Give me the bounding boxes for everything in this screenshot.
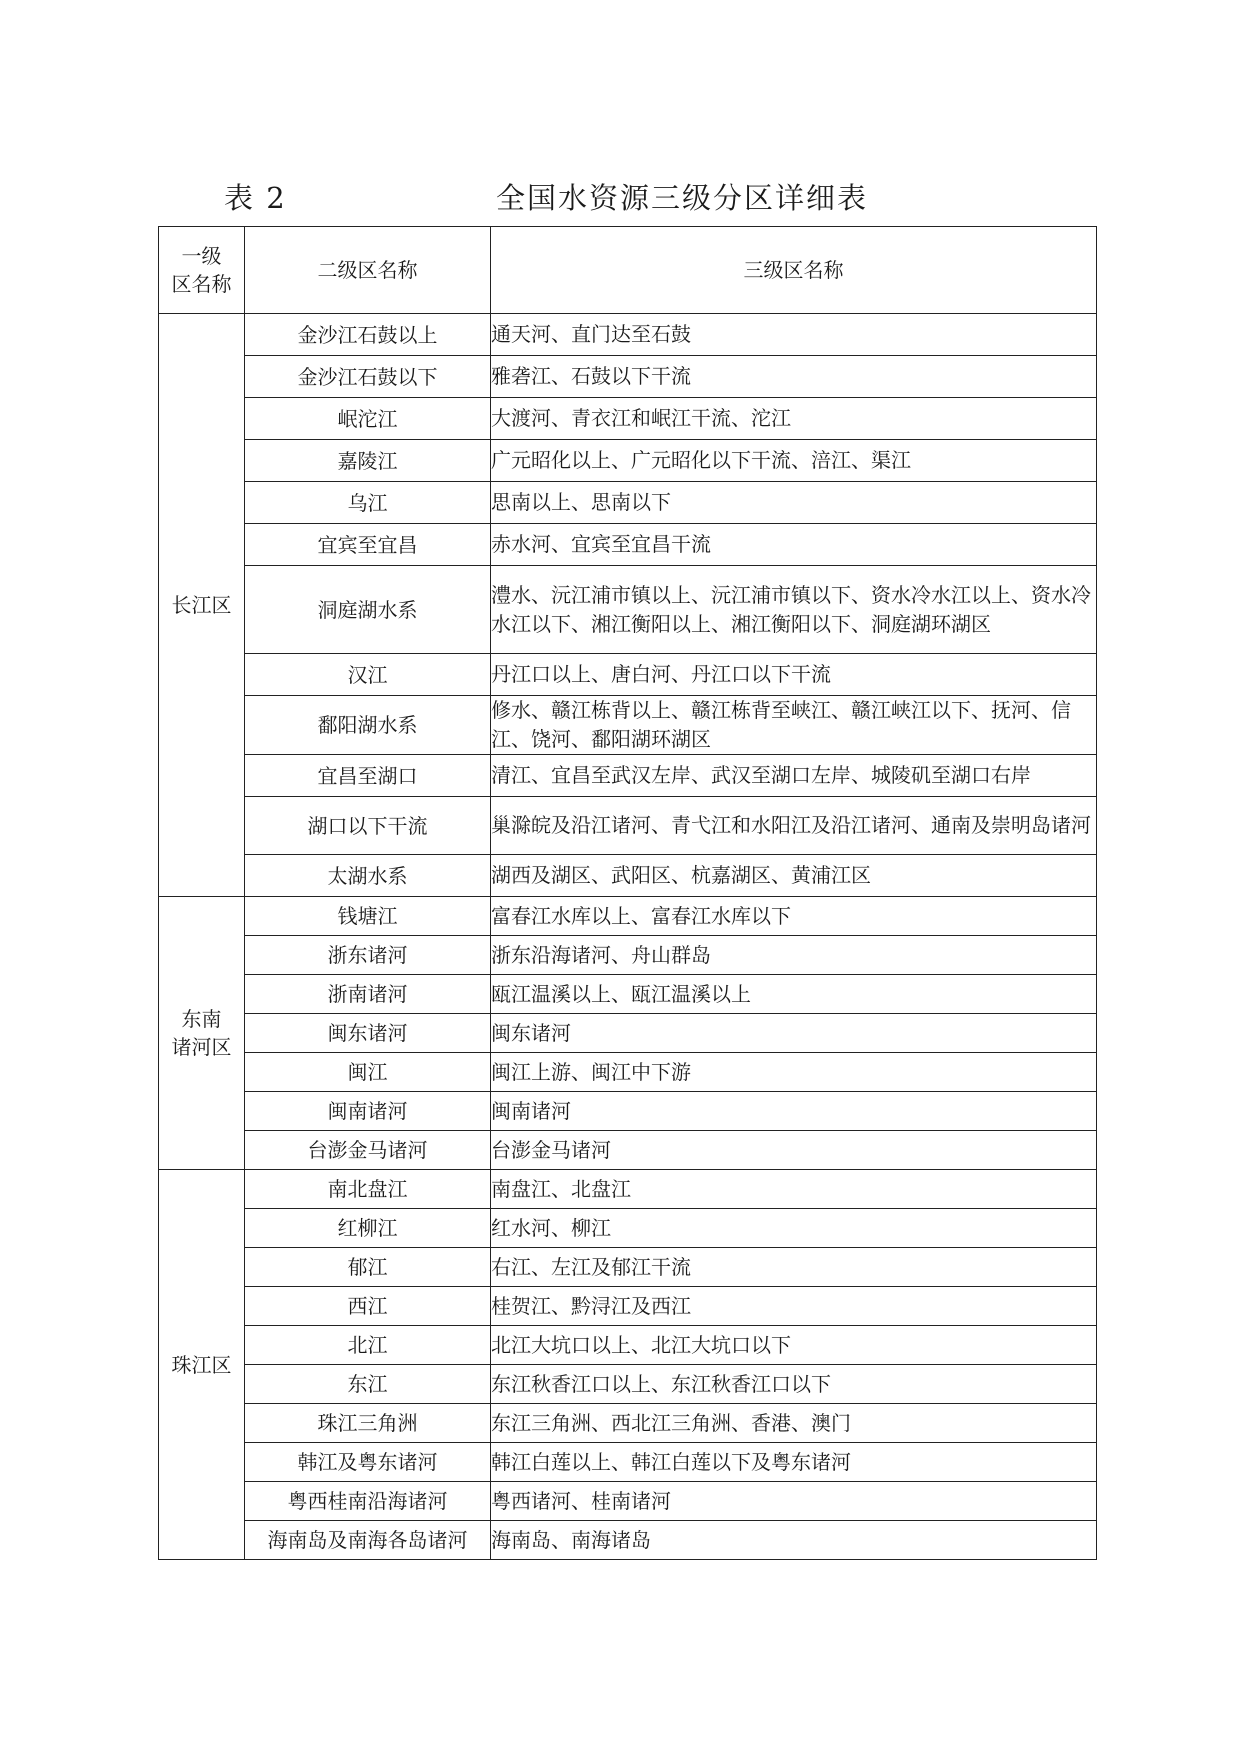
level3-region-cell: 赤水河、宜宾至宜昌干流	[491, 524, 1097, 566]
header-level1-text: 一级 区名称	[171, 244, 232, 296]
level3-region-cell: 台澎金马诸河	[491, 1131, 1097, 1170]
level3-region-cell: 东江三角洲、西北江三角洲、香港、澳门	[491, 1404, 1097, 1443]
level2-region-cell: 鄱阳湖水系	[245, 696, 491, 755]
table-row	[159, 1170, 1097, 1209]
level3-region-cell: 富春江水库以上、富春江水库以下	[491, 897, 1097, 936]
level2-region-cell: 宜昌至湖口	[245, 755, 491, 797]
level3-region-cell: 湖西及湖区、武阳区、杭嘉湖区、黄浦江区	[491, 855, 1097, 897]
level2-region-cell: 洞庭湖水系	[245, 566, 491, 654]
table-row	[159, 975, 1097, 1014]
table-row	[159, 1482, 1097, 1521]
level1-region-name: 东南 诸河区	[171, 1007, 232, 1059]
level2-region-cell: 珠江三角洲	[245, 1404, 491, 1443]
level2-region-cell: 钱塘江	[245, 897, 491, 936]
level3-region-cell: 澧水、沅江浦市镇以上、沅江浦市镇以下、资水冷水江以上、资水冷水江以下、湘江衡阳以上、湘江衡阳以下、洞庭湖环湖区	[491, 566, 1097, 654]
level3-region-cell: 海南岛、南海诸岛	[491, 1521, 1097, 1560]
level1-region-cell	[159, 897, 245, 1170]
table-row	[159, 1404, 1097, 1443]
level3-region-cell: 粤西诸河、桂南诸河	[491, 1482, 1097, 1521]
level2-region-cell: 湖口以下干流	[245, 797, 491, 855]
table-row	[159, 1365, 1097, 1404]
level2-region-cell: 太湖水系	[245, 855, 491, 897]
table-row	[159, 755, 1097, 797]
table-row	[159, 566, 1097, 654]
table-row	[159, 356, 1097, 398]
table-caption: 全国水资源三级分区详细表	[496, 181, 869, 215]
table-row	[159, 797, 1097, 855]
table-number: 表 2	[224, 181, 287, 215]
level2-region-cell: 北江	[245, 1326, 491, 1365]
level2-region-cell: 嘉陵江	[245, 440, 491, 482]
level3-region-cell: 清江、宜昌至武汉左岸、武汉至湖口左岸、城陵矶至湖口右岸	[491, 755, 1097, 797]
water-resource-regions-table	[158, 226, 1097, 1560]
table-row	[159, 1092, 1097, 1131]
table-row	[159, 936, 1097, 975]
level1-region-cell	[159, 314, 245, 897]
level3-region-cell: 雅砻江、石鼓以下干流	[491, 356, 1097, 398]
level2-region-cell: 粤西桂南沿海诸河	[245, 1482, 491, 1521]
table-row	[159, 1053, 1097, 1092]
level2-region-cell: 红柳江	[245, 1209, 491, 1248]
level2-region-cell: 金沙江石鼓以下	[245, 356, 491, 398]
level2-region-cell: 闽南诸河	[245, 1092, 491, 1131]
level2-region-cell: 闽江	[245, 1053, 491, 1092]
table-row	[159, 855, 1097, 897]
table-row	[159, 440, 1097, 482]
level2-region-cell: 岷沱江	[245, 398, 491, 440]
level2-region-cell: 西江	[245, 1287, 491, 1326]
level2-region-cell: 金沙江石鼓以上	[245, 314, 491, 356]
table-row	[159, 1521, 1097, 1560]
level3-region-cell: 南盘江、北盘江	[491, 1170, 1097, 1209]
table-row	[159, 314, 1097, 356]
level2-region-cell: 汉江	[245, 654, 491, 696]
level2-region-cell: 宜宾至宜昌	[245, 524, 491, 566]
table-row	[159, 1014, 1097, 1053]
header-level2: 二级区名称	[245, 227, 491, 314]
table-row	[159, 1131, 1097, 1170]
level3-region-cell: 瓯江温溪以上、瓯江温溪以上	[491, 975, 1097, 1014]
level3-region-cell: 通天河、直门达至石鼓	[491, 314, 1097, 356]
level1-region-name: 珠江区	[171, 1352, 232, 1377]
table-row	[159, 1443, 1097, 1482]
table-row	[159, 1248, 1097, 1287]
table-row	[159, 1326, 1097, 1365]
level3-region-cell: 红水河、柳江	[491, 1209, 1097, 1248]
level3-region-cell: 北江大坑口以上、北江大坑口以下	[491, 1326, 1097, 1365]
table-row	[159, 482, 1097, 524]
level1-region-name: 长江区	[171, 593, 232, 617]
table-row	[159, 654, 1097, 696]
level3-region-cell: 桂贺江、黔浔江及西江	[491, 1287, 1097, 1326]
table-row	[159, 696, 1097, 755]
table-body	[159, 314, 1097, 1560]
level3-region-cell: 浙东沿海诸河、舟山群岛	[491, 936, 1097, 975]
level2-region-cell: 台澎金马诸河	[245, 1131, 491, 1170]
level3-region-cell: 东江秋香江口以上、东江秋香江口以下	[491, 1365, 1097, 1404]
table-row	[159, 1209, 1097, 1248]
level2-region-cell: 乌江	[245, 482, 491, 524]
level3-region-cell: 广元昭化以上、广元昭化以下干流、涪江、渠江	[491, 440, 1097, 482]
level3-region-cell: 大渡河、青衣江和岷江干流、沱江	[491, 398, 1097, 440]
level2-region-cell: 浙东诸河	[245, 936, 491, 975]
level3-region-cell: 闽南诸河	[491, 1092, 1097, 1131]
level3-region-cell: 巢滁皖及沿江诸河、青弋江和水阳江及沿江诸河、通南及崇明岛诸河	[491, 797, 1097, 855]
table-row	[159, 398, 1097, 440]
level3-region-cell: 丹江口以上、唐白河、丹江口以下干流	[491, 654, 1097, 696]
level3-region-cell: 闽东诸河	[491, 1014, 1097, 1053]
level2-region-cell: 东江	[245, 1365, 491, 1404]
table-title	[224, 176, 884, 216]
level2-region-cell: 海南岛及南海各岛诸河	[245, 1521, 491, 1560]
level2-region-cell: 南北盘江	[245, 1170, 491, 1209]
level2-region-cell: 韩江及粤东诸河	[245, 1443, 491, 1482]
level3-region-cell: 闽江上游、闽江中下游	[491, 1053, 1097, 1092]
level3-region-cell: 修水、赣江栋背以上、赣江栋背至峡江、赣江峡江以下、抚河、信江、饶河、鄱阳湖环湖区	[491, 696, 1097, 755]
level3-region-cell: 思南以上、思南以下	[491, 482, 1097, 524]
header-level1	[159, 227, 245, 314]
header-level3: 三级区名称	[491, 227, 1097, 314]
level1-region-cell	[159, 1170, 245, 1560]
level3-region-cell: 右江、左江及郁江干流	[491, 1248, 1097, 1287]
table-row	[159, 897, 1097, 936]
header-row	[159, 227, 1097, 314]
table-row	[159, 1287, 1097, 1326]
table-row	[159, 524, 1097, 566]
level3-region-cell: 韩江白莲以上、韩江白莲以下及粤东诸河	[491, 1443, 1097, 1482]
level2-region-cell: 浙南诸河	[245, 975, 491, 1014]
level2-region-cell: 闽东诸河	[245, 1014, 491, 1053]
level2-region-cell: 郁江	[245, 1248, 491, 1287]
